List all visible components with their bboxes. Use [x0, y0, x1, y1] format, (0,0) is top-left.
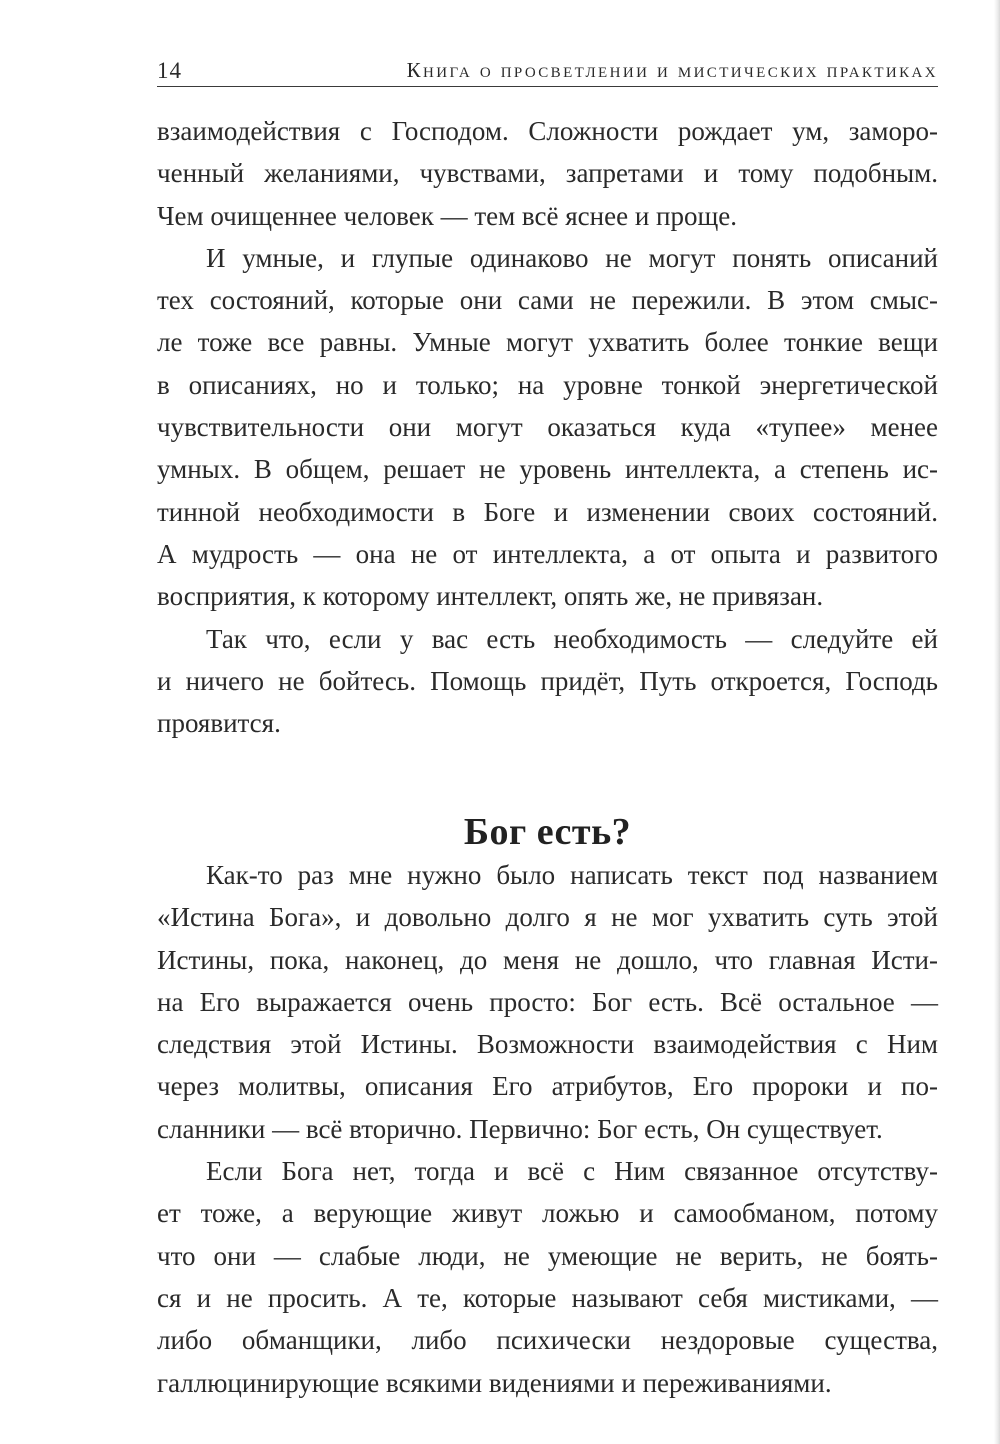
body-text-section [157, 854, 938, 1404]
text-line: что они — слабые люди, не умеющие не верить, не боять- [157, 1240, 938, 1271]
text-line: либо обманщики, либо психически нездоровые существа, [157, 1325, 938, 1356]
text-line: ет тоже, а верующие живут ложью и самообманом, потому [157, 1198, 938, 1229]
page-edge-shadow [994, 0, 1000, 1444]
page-number: 14 [157, 58, 182, 83]
text-line: сланники — всё вторично. Первично: Бог есть, Он существует. [157, 1113, 883, 1144]
text-line: Если Бога нет, тогда и всё с Ним связанное отсутству- [206, 1156, 938, 1187]
text-line: взаимодействия с Господом. Сложности рождает ум, заморо- [157, 116, 938, 146]
text-line: через молитвы, описания Его атрибутов, Его пророки и по- [157, 1071, 938, 1102]
text-line: в описаниях, но и только; на уровне тонкой энергетической [157, 369, 938, 400]
text-line: И умные, и глупые одинаково не могут понять описаний [206, 242, 938, 273]
text-line: «Истина Бога», и довольно долго я не мог ухватить суть этой [157, 902, 938, 933]
section-heading: Бог есть? [463, 810, 632, 853]
text-line: умных. В общем, решает не уровень интеллекта, а степень ис- [157, 454, 938, 485]
text-line: Как-то раз мне нужно было написать текст под названием [206, 860, 938, 890]
text-line: на Его выражается очень просто: Бог есть. Всё остальное — [157, 986, 938, 1017]
text-line: и ничего не бойтесь. Помощь придёт, Путь откроется, Господь [157, 665, 938, 696]
text-line: восприятия, к которому интеллект, опять же, не привязан. [157, 581, 824, 612]
text-line: чувствительности они могут оказаться куда «тупее» менее [157, 412, 938, 443]
running-title: Книга о просветлении и мистических практиках [406, 58, 938, 82]
running-header [157, 56, 938, 87]
text-line: Так что, если у вас есть необходимость — следуйте ей [206, 623, 938, 654]
text-line: ле тоже все равны. Умные могут ухватить более тонкие вещи [157, 327, 938, 358]
text-line: проявится. [157, 708, 281, 739]
text-line: галлюцинирующие всякими видениями и переживаниями. [157, 1367, 832, 1398]
text-line: Истины, пока, наконец, до меня не дошло, что главная Исти- [157, 944, 938, 975]
text-line: тинной необходимости в Боге и изменении своих состояний. [157, 496, 938, 527]
text-line: ся и не просить. А те, которые называют себя мистиками, — [157, 1282, 938, 1313]
body-text-continued [157, 110, 938, 744]
text-line: Чем очищеннее человек — тем всё яснее и проще. [157, 200, 737, 231]
text-line: следствия этой Истины. Возможности взаимодействия с Ним [157, 1029, 938, 1060]
text-line: А мудрость — она не от интеллекта, а от опыта и развитого [157, 538, 938, 569]
text-line: тех состояний, которые они сами не пережили. В этом смыс- [157, 285, 938, 316]
text-line: ченный желаниями, чувствами, запретами и тому подобным. [157, 158, 938, 189]
